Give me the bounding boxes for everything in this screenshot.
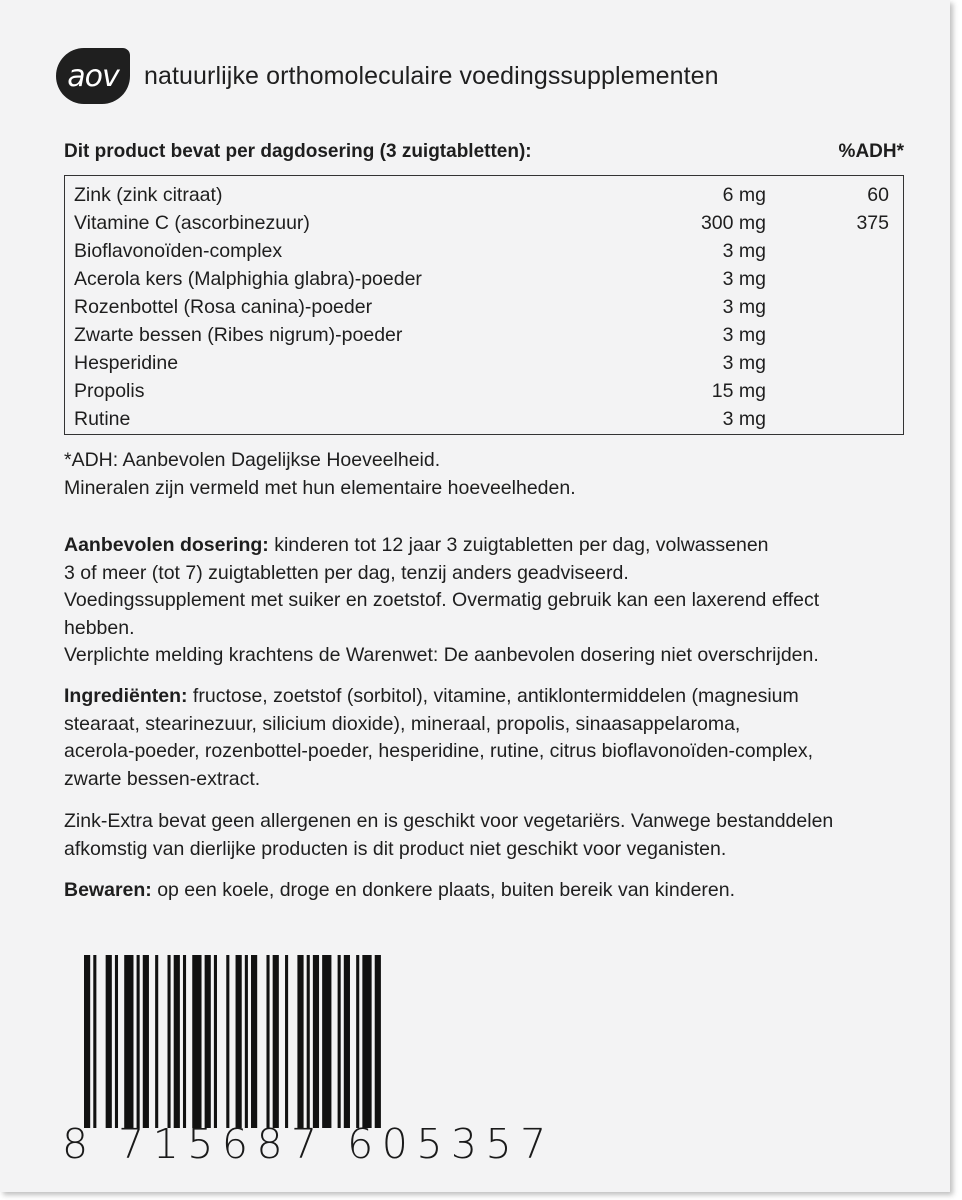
nutrient-amount: 6 mg bbox=[722, 184, 766, 206]
nutrition-table-header bbox=[64, 141, 904, 163]
barcode-bar bbox=[174, 955, 180, 1128]
barcode-bar bbox=[362, 955, 371, 1128]
nutrient-name: Zink (zink citraat) bbox=[74, 184, 223, 206]
barcode-bar bbox=[297, 955, 303, 1128]
storage-section bbox=[64, 877, 894, 905]
dosage-section bbox=[64, 532, 894, 670]
nutrient-name: Acerola kers (Malphighia glabra)-poeder bbox=[74, 268, 422, 290]
nutrition-row bbox=[65, 349, 903, 377]
barcode-bar bbox=[168, 955, 171, 1128]
nutrient-amount: 3 mg bbox=[722, 408, 766, 430]
allergen-section bbox=[64, 808, 894, 863]
barcode-bar bbox=[115, 955, 118, 1128]
minerals-footnote: Mineralen zijn vermeld met hun elementaire hoeveelheden. bbox=[64, 476, 576, 499]
barcode-bar bbox=[245, 955, 248, 1128]
ingredients-section bbox=[64, 683, 894, 793]
barcode-bar bbox=[226, 955, 229, 1128]
nutrient-adh: 60 bbox=[867, 184, 889, 206]
nutrition-row bbox=[65, 321, 903, 349]
ingredients-label: Ingrediënten: bbox=[64, 685, 188, 707]
dosage-text-1b: 3 of meer (tot 7) zuigtabletten per dag, tenzij anders geadviseerd. bbox=[64, 561, 629, 584]
storage-label: Bewaren: bbox=[64, 879, 152, 901]
nutrition-table bbox=[64, 175, 904, 435]
barcode-bar bbox=[338, 955, 341, 1128]
nutrient-amount: 3 mg bbox=[722, 352, 766, 374]
barcode-bar bbox=[84, 955, 90, 1128]
dosage-text-2a: Voedingssupplement met suiker en zoetstof. Overmatig gebruik kan een laxerend effect bbox=[64, 589, 820, 611]
allergen-line-2: afkomstig van dierlijke producten is dit product niet geschikt voor veganisten. bbox=[64, 837, 727, 860]
allergen-line-1: Zink-Extra bevat geen allergenen en is geschikt voor vegetariërs. Vanwege bestanddelen bbox=[64, 810, 834, 832]
barcode-bar bbox=[124, 955, 133, 1128]
barcode-bar bbox=[205, 955, 211, 1128]
adh-column-header: %ADH* bbox=[838, 141, 904, 162]
adh-footnote: *ADH: Aanbevolen Dagelijkse Hoeveelheid. bbox=[64, 449, 441, 471]
nutrition-row bbox=[65, 405, 903, 433]
brand-header bbox=[56, 48, 719, 104]
nutrient-name: Rozenbottel (Rosa canina)-poeder bbox=[74, 296, 373, 318]
barcode-bar bbox=[214, 955, 217, 1128]
nutrition-row bbox=[65, 377, 903, 405]
barcode-bar bbox=[356, 955, 359, 1128]
barcode-bar bbox=[266, 955, 269, 1128]
barcode-bar bbox=[344, 955, 350, 1128]
storage-text: op een koele, droge en donkere plaats, buiten bereik van kinderen. bbox=[151, 879, 736, 901]
barcode-bar bbox=[137, 955, 140, 1128]
barcode-bar bbox=[322, 955, 331, 1128]
barcode-bar bbox=[93, 955, 96, 1128]
nutrient-amount: 3 mg bbox=[722, 268, 766, 290]
ingredients-line-1: fructose, zoetstof (sorbitol), vitamine, antiklontermiddelen (magnesium bbox=[187, 685, 799, 707]
barcode-bar bbox=[285, 955, 288, 1128]
barcode-bar bbox=[143, 955, 149, 1128]
barcode-bar bbox=[273, 955, 279, 1128]
nutrition-row bbox=[65, 209, 903, 237]
nutrition-footnotes bbox=[64, 447, 894, 502]
dosage-text-1a: kinderen tot 12 jaar 3 zuigtabletten per dag, volwassenen bbox=[268, 534, 769, 556]
dosage-label: Aanbevolen dosering: bbox=[64, 534, 269, 556]
nutrient-name: Vitamine C (ascorbinezuur) bbox=[74, 212, 310, 234]
nutrition-row bbox=[65, 181, 903, 209]
barcode bbox=[84, 955, 384, 1128]
barcode-bar bbox=[106, 955, 112, 1128]
nutrient-name: Bioflavonoïden-complex bbox=[74, 240, 283, 262]
nutrient-amount: 3 mg bbox=[722, 240, 766, 262]
nutrition-row bbox=[65, 293, 903, 321]
brand-tagline: natuurlijke orthomoleculaire voedingssupplementen bbox=[144, 61, 719, 90]
barcode-bar bbox=[251, 955, 257, 1128]
dosage-text-2b: hebben. bbox=[64, 616, 135, 639]
nutrient-amount: 300 mg bbox=[700, 212, 766, 234]
nutrient-amount: 3 mg bbox=[722, 324, 766, 346]
barcode-bar bbox=[375, 955, 381, 1128]
nutrition-row bbox=[65, 265, 903, 293]
barcode-bar bbox=[155, 955, 158, 1128]
barcode-bar bbox=[183, 955, 186, 1128]
nutrition-header-text: Dit product bevat per dagdosering (3 zuigtabletten): bbox=[64, 141, 532, 162]
ingredients-line-2: stearaat, stearinezuur, silicium dioxide), mineraal, propolis, sinaasappelaroma, bbox=[64, 712, 741, 735]
barcode-digits: 8 715687 605357 bbox=[62, 1120, 555, 1168]
warenwet-warning: Verplichte melding krachtens de Warenwet: De aanbevolen dosering niet overschrijden. bbox=[64, 644, 819, 666]
aov-logo: aov bbox=[56, 48, 130, 104]
ingredients-line-4: zwarte bessen-extract. bbox=[64, 767, 261, 790]
barcode-bar bbox=[236, 955, 242, 1128]
nutrient-name: Rutine bbox=[74, 408, 131, 430]
nutrient-adh: 375 bbox=[856, 212, 889, 234]
nutrient-name: Zwarte bessen (Ribes nigrum)-poeder bbox=[74, 324, 403, 346]
barcode-bar bbox=[307, 955, 310, 1128]
barcode-bar bbox=[313, 955, 319, 1128]
nutrient-amount: 15 mg bbox=[711, 380, 766, 402]
ingredients-line-3: acerola-poeder, rozenbottel-poeder, hesperidine, rutine, citrus bioflavonoïden-complex, bbox=[64, 740, 814, 762]
nutrient-name: Hesperidine bbox=[74, 352, 179, 374]
barcode-bar bbox=[192, 955, 201, 1128]
nutrient-amount: 3 mg bbox=[722, 296, 766, 318]
nutrient-name: Propolis bbox=[74, 380, 145, 402]
nutrition-row bbox=[65, 237, 903, 265]
